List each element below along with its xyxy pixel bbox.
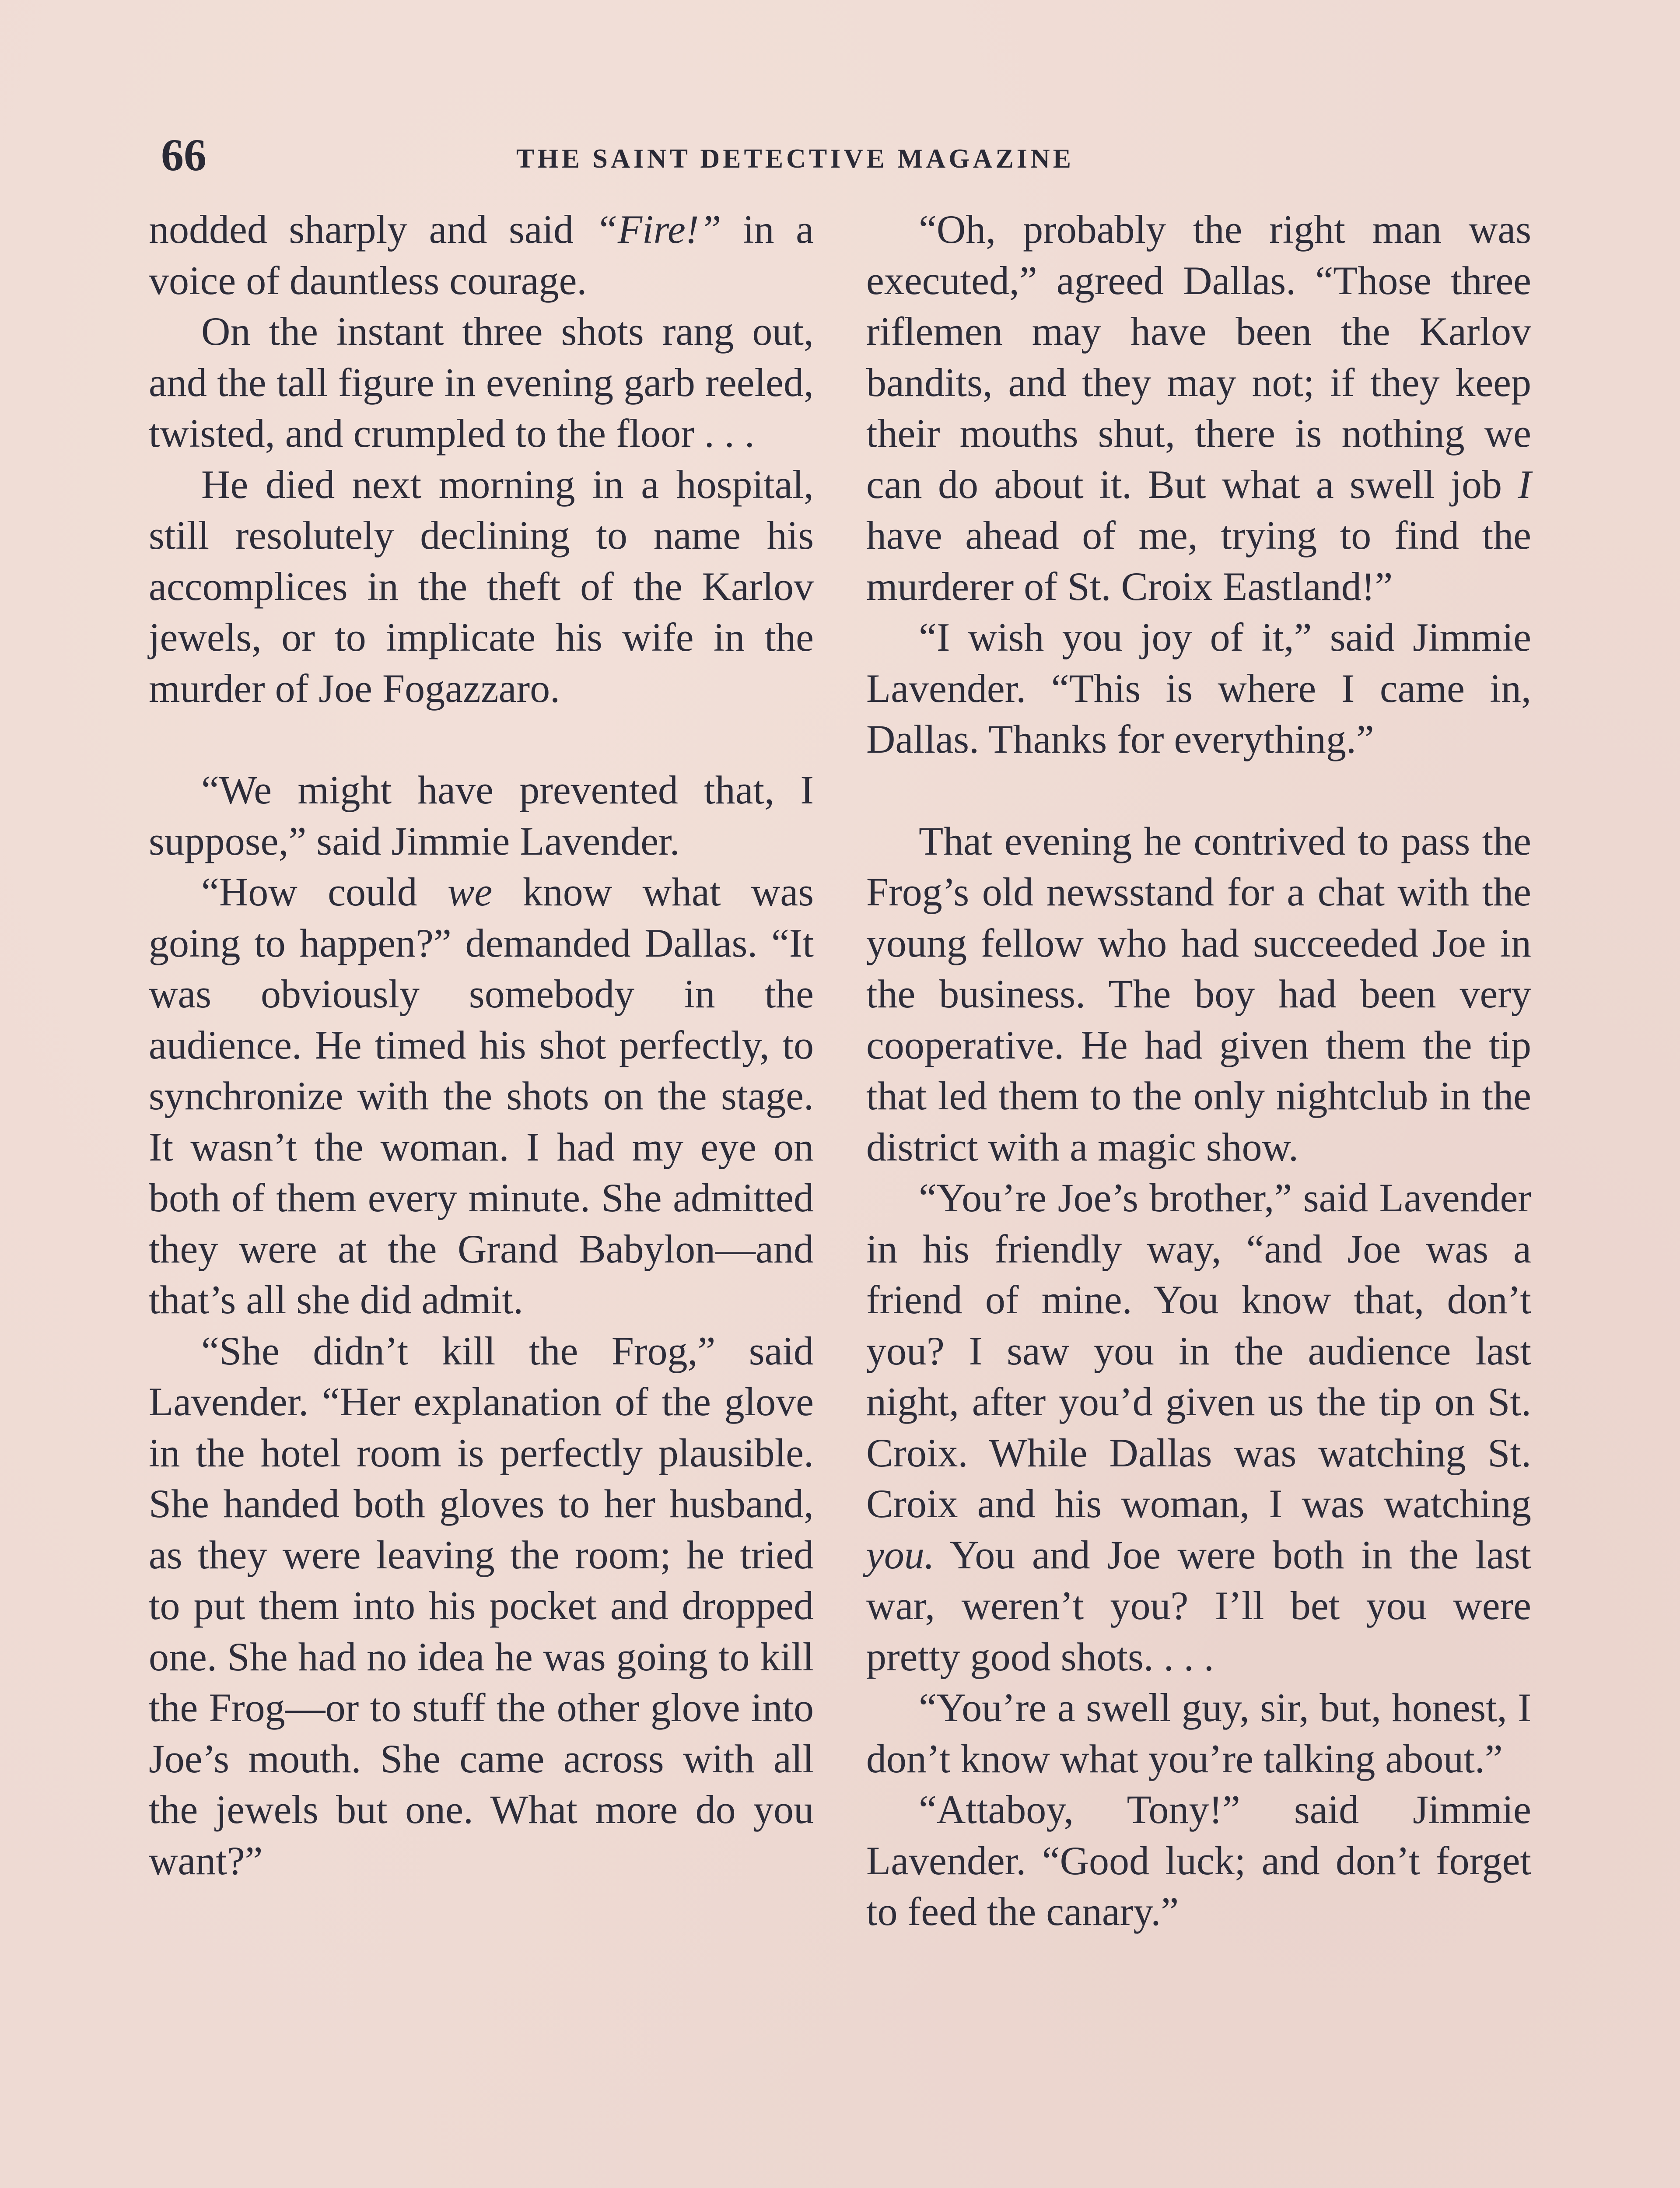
paragraph: “She didn’t kill the Frog,” said Lavender. “Her explanation of the glove in the hotel room is perfectly plausible. She handed both gloves to her husband, as they were leaving the room; he tried to put them into his pocket and dropped one. She had no idea he was going to kill the Frog—or to stuff the other glove into Joe’s mouth. She came across with all the jewels but one. What more do you want?”: [149, 1328, 814, 1883]
right-column: [866, 204, 1531, 1937]
paragraph: That evening he contrived to pass the Frog’s old newsstand for a chat with the young fellow who had succeeded Joe in the business. The boy had been very cooperative. He had given them the tip that led them to the only nightclub in the district with a magic show.: [866, 818, 1531, 1169]
emphasis: “Fire!”: [595, 207, 721, 252]
emphasis: I: [1518, 462, 1531, 507]
paragraph: nodded sharply and said “Fire!” in a voice of dauntless courage.: [149, 207, 814, 303]
emphasis: you.: [866, 1532, 934, 1577]
paragraph: “We might have prevented that, I suppose,” said Jimmie Lavender.: [149, 768, 814, 863]
running-head: THE SAINT DETECTIVE MAGAZINE: [516, 144, 1074, 174]
emphasis: we: [448, 870, 493, 914]
paragraph: He died next morning in a hospital, still resolutely declining to name his accomplices in the theft of the Karlov jewels, or to implicate his wife in the murder of Joe Fogazzaro.: [149, 462, 814, 711]
paragraph: “You’re Joe’s brother,” said Lavender in his friendly way, “and Joe was a friend of mine. You know that, don’t you? I saw you in the audience last night, after you’d given us the tip on St. Croix. While Dallas was watching St. Croix and his woman, I was watching you. You and Joe were both in the last war, weren’t you? I’ll bet you were pretty good shots. . . .: [866, 1175, 1531, 1679]
left-column: [149, 204, 814, 1886]
page-number: 66: [161, 130, 206, 180]
section-break: [149, 714, 814, 764]
page-header: [153, 127, 1540, 188]
paragraph: “You’re a swell guy, sir, but, honest, I don’t know what you’re talking about.”: [866, 1685, 1531, 1781]
paragraph: “How could we know what was going to happen?” demanded Dallas. “It was obviously somebody in the audience. He timed his shot perfectly, to synchronize with the shots on the stage. It wasn’t the woman. I had my eye on both of them every minute. She admitted they were at the Grand Babylon—and that’s all she did admit.: [149, 870, 814, 1322]
paragraph: “I wish you joy of it,” said Jimmie Lavender. “This is where I came in, Dallas. Thanks for everything.”: [866, 615, 1531, 761]
paragraph: On the instant three shots rang out, and the tall figure in evening garb reeled, twisted, and crumpled to the floor . . .: [149, 309, 814, 456]
paragraph: “Oh, probably the right man was executed,” agreed Dallas. “Those three riflemen may have been the Karlov bandits, and they may not; if they keep their mouths shut, there is nothing we can do about it. But what a swell job I have ahead of me, trying to find the murderer of St. Croix Eastland!”: [866, 207, 1531, 609]
paragraph: “Attaboy, Tony!” said Jimmie Lavender. “Good luck; and don’t forget to feed the canary.”: [866, 1787, 1531, 1934]
section-break: [866, 765, 1531, 816]
